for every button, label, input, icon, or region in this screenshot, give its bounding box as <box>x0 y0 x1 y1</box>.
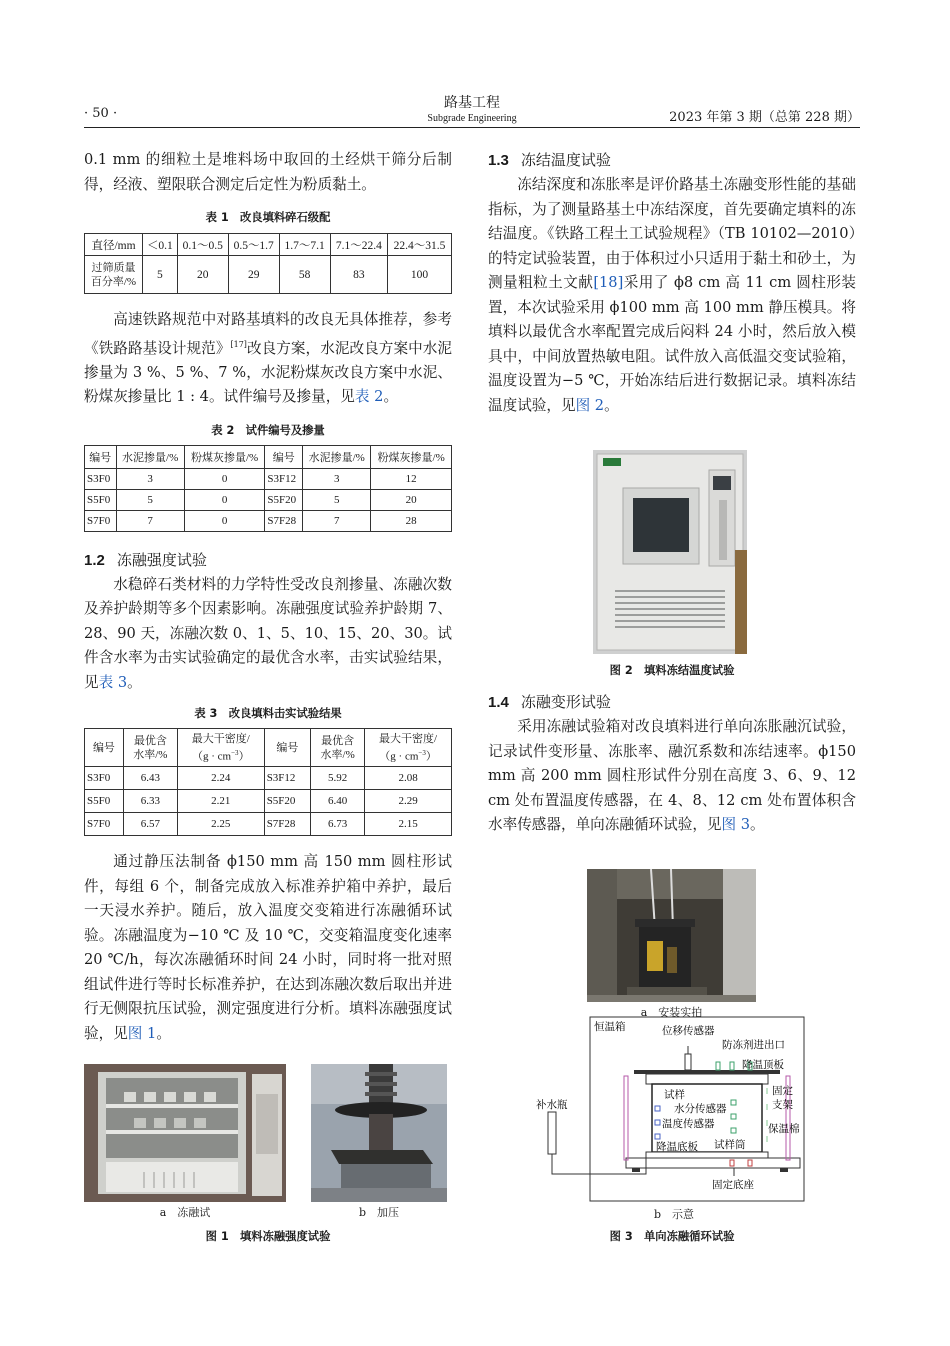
section-title: 冻融强度试验 <box>116 550 207 569</box>
figure-link[interactable]: 图 1 <box>127 1024 157 1042</box>
table-cell: 2.15 <box>365 813 452 836</box>
freeze-thaw-chamber-photo <box>84 1064 286 1202</box>
right-column <box>488 148 856 418</box>
table-cell: 过筛质量百分率/% <box>85 256 143 294</box>
installation-photo <box>587 869 756 1002</box>
text-span: 通过静压法制备 ϕ150 mm 高 150 mm 圆柱形试件，每组 6 个，制备完成放入标准养护箱中养护，最后一天浸水养护。随后，放入温度交变箱进行冻融循环试验。冻融温度为−10 ℃ 及 10 ℃，交变箱温度变化速率 20 ℃/h，每次冻融循环时间 24 小时，同时将一批对照组试件进行等时长标准养护，在达到冻融次数后取出并进行无侧限抗压试验，测定强度进行分析。填料冻融强度试验，见 <box>84 853 452 1042</box>
table-row <box>85 767 452 790</box>
table-header-row <box>85 445 452 468</box>
table-cell: 6.43 <box>123 767 177 790</box>
table-cell: S5F0 <box>85 790 124 813</box>
table-cell: 12 <box>371 468 452 489</box>
table-row <box>85 468 452 489</box>
table-row <box>85 790 452 813</box>
journal-title-en: Subgrade Engineering <box>427 113 517 124</box>
section-number: 1.4 <box>488 694 509 711</box>
table-cell: 0 <box>184 510 265 531</box>
compression-test-photo <box>311 1064 447 1202</box>
table-cell: 直径/mm <box>85 234 143 256</box>
table-header-cell: 编号 <box>85 729 124 767</box>
temp-sensor-label: 温度传感器 <box>662 1119 715 1130</box>
table-cell: 7 <box>303 510 371 531</box>
table-link[interactable]: 表 2 <box>354 388 384 406</box>
freeze-thaw-schematic <box>534 1016 814 1204</box>
table-cell: S7F0 <box>85 813 124 836</box>
text-span: 。 <box>604 396 619 414</box>
fig1-sub-a: a 冻融试 <box>159 1206 211 1219</box>
table-cell: 2.29 <box>365 790 452 813</box>
table3-caption: 表 3 改良填料击实试验结果 <box>194 707 342 721</box>
paragraph <box>488 173 856 418</box>
table-header-cell: 最优含 水率/% <box>123 729 177 767</box>
table-cell: 1.7～7.1 <box>279 234 330 256</box>
fig1-sub-b: b 加压 <box>358 1206 400 1219</box>
table-header-cell: 最大干密度/ $(g \cdot cm^{-3})$ <box>365 729 452 767</box>
left-column <box>84 148 452 1046</box>
table1 <box>84 233 452 294</box>
table-row <box>85 813 452 836</box>
text-span: 。 <box>127 673 142 691</box>
antifreeze-label: 防冻剂进出口 <box>722 1040 785 1051</box>
table-cell: 83 <box>330 256 387 294</box>
table-cell: 29 <box>228 256 279 294</box>
text-span: 改良方案，水泥改良方案中水泥掺量为 3 %、5 %、7 %，水泥粉煤灰改良方案中水泥、粉煤灰掺量比 1 : 4。试件编号及掺量，见 <box>84 339 452 406</box>
table-header-cell: 编号 <box>265 445 303 468</box>
issue-info: 2023 年第 3 期（总第 228 期） <box>669 110 860 125</box>
figure-link[interactable]: 图 3 <box>721 816 751 833</box>
table-link[interactable]: 表 3 <box>98 673 128 691</box>
paragraph: 0.1 mm 的细粒土是堆料场中取回的土经烘干筛分后制得，经液、塑限联合测定后定性为粉质黏土。 <box>84 151 452 193</box>
fig2-caption: 图 2 填料冻结温度试验 <box>609 664 735 677</box>
table-cell: 2.25 <box>177 813 264 836</box>
table-row <box>85 489 452 510</box>
citation[interactable]: [17] <box>230 339 247 349</box>
bracket-label-2: 支架 <box>772 1100 793 1111</box>
table-header-row <box>85 729 452 767</box>
text-span: 水稳碎石类材料的力学特性受改良剂掺量、冻融次数及养护龄期等多个因素影响。冻融强度试验养护龄期 7、28、90 天，冻融次数 0、1、5、10、15、20、30。试件含水率为击实试验确定的最优含水率，击实试验结果，见 <box>84 575 452 691</box>
table-cell: 0.1～0.5 <box>177 234 228 256</box>
table-header-cell: 最优含 水率/% <box>311 729 365 767</box>
disp-sensor-label: 位移传感器 <box>662 1026 715 1037</box>
table-cell: 20 <box>177 256 228 294</box>
section-number: 1.3 <box>488 152 509 169</box>
table-cell: 2.21 <box>177 790 264 813</box>
table-cell: S7F0 <box>85 510 117 531</box>
table-cell: S3F0 <box>85 468 117 489</box>
right-column-lower <box>488 690 856 838</box>
section-title: 冻融变形试验 <box>520 693 611 711</box>
table-cell: S5F20 <box>265 489 303 510</box>
table-cell: 22.4～31.5 <box>388 234 452 256</box>
temperature-chamber-image <box>593 450 747 654</box>
bracket-label-1: 固定 <box>772 1086 793 1097</box>
table-cell: 6.73 <box>311 813 365 836</box>
water-bottle-label: 补水瓶 <box>536 1100 568 1111</box>
table-cell: 58 <box>279 256 330 294</box>
table-header-cell: 编号 <box>85 445 117 468</box>
table-header-cell: 最大干密度/ $(g \cdot cm^{-3})$ <box>177 729 264 767</box>
table-cell: 28 <box>371 510 452 531</box>
table-cell: S5F0 <box>85 489 117 510</box>
text-span: 冻结深度和冻胀率是评价路基土冻融变形性能的基础指标，为了测量路基土中冻结深度，首先要确定填料的冻结温度。《铁路工程土工试验规程》（TB 10102—2010）的特定试验装置，由于体积过小只适用于黏土和砂土，为测量粗粒土文献 <box>488 176 856 291</box>
citation[interactable]: [18] <box>593 274 624 291</box>
section-number: 1.2 <box>84 551 105 569</box>
table3 <box>84 728 452 836</box>
table-cell: 6.33 <box>123 790 177 813</box>
table-header-cell: 粉煤灰掺量/% <box>371 445 452 468</box>
paragraph <box>84 308 452 410</box>
table-cell: 7.1～22.4 <box>330 234 387 256</box>
sample-tube-label: 试样筒 <box>714 1140 746 1151</box>
table-cell: 6.40 <box>311 790 365 813</box>
table-header-cell: 水泥掺量/% <box>303 445 371 468</box>
table-cell: 5 <box>143 256 178 294</box>
table-cell: ＜0.1 <box>143 234 178 256</box>
table-cell: 6.57 <box>123 813 177 836</box>
table-cell: S3F0 <box>85 767 124 790</box>
paragraph <box>84 573 452 696</box>
table-cell: 2.08 <box>365 767 452 790</box>
freeze-thaw-chamber-image <box>84 1064 286 1202</box>
table-cell: 3 <box>303 468 371 489</box>
fig3-sub-a: a 安装实拍 <box>640 1006 703 1019</box>
table-row <box>85 256 452 294</box>
table-cell: 0.5～1.7 <box>228 234 279 256</box>
fig1-caption: 图 1 填料冻融强度试验 <box>205 1230 331 1243</box>
text-span: 。 <box>156 1024 171 1042</box>
table-cell: S5F20 <box>264 790 310 813</box>
table2 <box>84 445 452 532</box>
text-span: 采用冻融试验箱对改良填料进行单向冻胀融沉试验，记录试件变形量、冻胀率、融沉系数和冻结速率。ϕ150 mm 高 200 mm 圆柱形试件分别在高度 3、6、9、12 cm 处布置温度传感器，在 4、8、12 cm 处布置体积含水率传感器，单向冻融循环试验，见 <box>488 718 856 833</box>
table-cell: 5.92 <box>311 767 365 790</box>
section-heading <box>488 690 856 715</box>
schematic-diagram <box>534 1016 814 1204</box>
top-plate-label: 降温顶板 <box>742 1060 784 1071</box>
fixed-base-label: 固定底座 <box>712 1180 754 1191</box>
table-cell: S7F28 <box>265 510 303 531</box>
bottom-plate-label: 降温底板 <box>656 1142 698 1153</box>
journal-title-cn: 路基工程 <box>444 95 500 111</box>
running-header <box>84 92 860 128</box>
table-cell: 2.24 <box>177 767 264 790</box>
table-row <box>85 234 452 256</box>
text-span: 高速铁路规范中对路基填料的改良无具体推荐，参考《铁路路基设计规范》 <box>84 311 452 357</box>
table-cell: 3 <box>116 468 184 489</box>
section-heading <box>488 148 856 173</box>
section-title: 冻结温度试验 <box>520 151 611 169</box>
fig3-caption: 图 3 单向冻融循环试验 <box>609 1230 735 1243</box>
table-cell: 20 <box>371 489 452 510</box>
fig3-sub-b: b 示意 <box>653 1208 695 1221</box>
figure-link[interactable]: 图 2 <box>575 396 605 414</box>
table-cell: 100 <box>388 256 452 294</box>
table-header-cell: 粉煤灰掺量/% <box>184 445 265 468</box>
compression-test-image <box>311 1064 447 1202</box>
chamber-label: 恒温箱 <box>594 1022 626 1033</box>
page-number: · 50 · <box>84 106 118 121</box>
table1-caption: 表 1 改良填料碎石级配 <box>205 211 331 224</box>
table-cell: 7 <box>116 510 184 531</box>
table-cell: 5 <box>303 489 371 510</box>
table-cell: 0 <box>184 489 265 510</box>
text-span: 采用了 ϕ8 cm 高 11 cm 圆柱形装置，本次试验采用 ϕ100 mm 高 100 mm 静压模具。将填料以最优含水率配置完成后闷料 24 小时，然后放入模具中，中间放置热敏电阻。试件放入高低温交变试验箱，温度设置为−5 ℃，开始冻结后进行数据记录。填料冻结温度试验，见 <box>488 274 856 414</box>
text-span: 。 <box>383 388 399 406</box>
insulation-label: 保温棉 <box>768 1124 800 1135</box>
moisture-sensor-label: 水分传感器 <box>674 1104 727 1115</box>
table-header-cell: 水泥掺量/% <box>116 445 184 468</box>
table-cell: S7F28 <box>264 813 310 836</box>
installation-image <box>587 869 756 1002</box>
table-cell: 5 <box>116 489 184 510</box>
table-header-cell: 编号 <box>264 729 310 767</box>
sample-label: 试样 <box>664 1090 685 1101</box>
section-heading <box>84 548 452 573</box>
table-cell: S3F12 <box>265 468 303 489</box>
table2-caption: 表 2 试件编号及掺量 <box>211 423 325 437</box>
table-cell: S3F12 <box>264 767 310 790</box>
temperature-chamber-photo <box>593 450 747 654</box>
paragraph <box>84 850 452 1046</box>
table-cell: 0 <box>184 468 265 489</box>
paragraph <box>488 715 856 838</box>
text-span: 。 <box>750 816 765 833</box>
table-row <box>85 510 452 531</box>
